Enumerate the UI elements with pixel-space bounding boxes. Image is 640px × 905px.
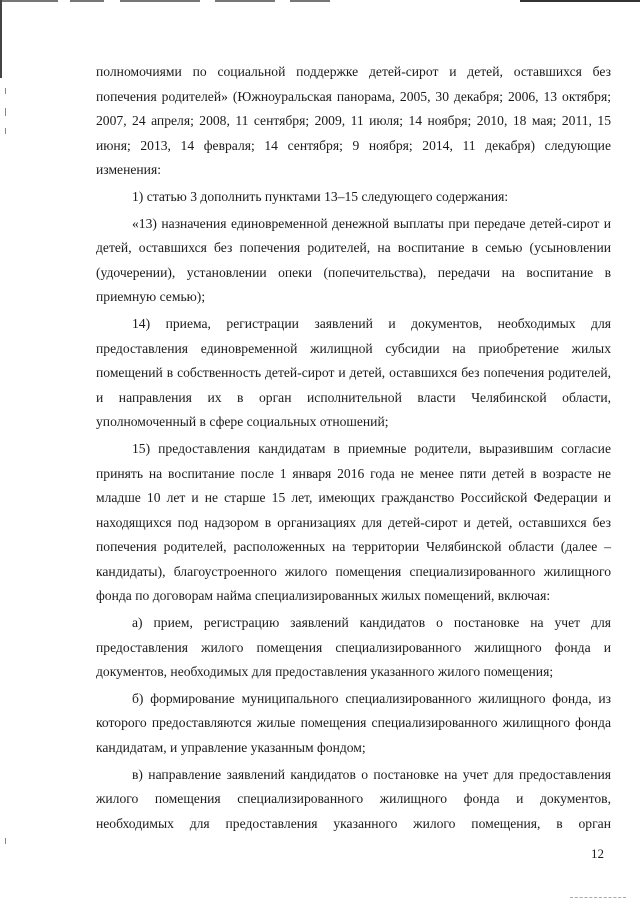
paragraph: 1) статью 3 дополнить пунктами 13–15 следующего содержания: [132,188,509,204]
scan-edge-mark [290,0,330,2]
scan-edge-mark [120,0,200,2]
paragraph: а) прием, регистрацию заявлений кандидатов о постановке на учет для предоставления жилого помещения специализированного жилищного фонда и документов, необходимых для предоставления указанного жилого помещения; [96,615,611,680]
scan-left-edge [0,0,2,78]
scan-edge-mark [215,0,275,2]
document-body [96,60,611,836]
paragraph: б) формирование муниципального специализированного жилищного фонда, из которого предоставляются жилые помещения специализированного жилищного фонда кандидатам, и управление указанным фондом; [96,690,611,756]
scan-edge-mark [520,0,640,2]
paragraph: 14) приема, регистрации заявлений и документов, необходимых для предоставления единовременной жилищной субсидии на приобретение жилых помещений в собственность детей-сирот и детей, оставшихся без попечения родителей, и направления их в орган исполнительной власти Челябинской области, уполномоченный в сфере социальных отношений; [96,315,611,430]
scan-top-edge [0,0,640,2]
scan-left-tick [5,128,6,134]
scan-left-tick [5,88,6,94]
paragraph: полномочиями по социальной поддержке детей-сирот и детей, оставшихся без попечения родителей» (Южноуральская панорама, 2005, 30 декабря; 2006, 13 октября; 2007, 24 апреля; 2008, 11 сентября; 2009, 11 июля; 14 ноября; 2010, 18 мая; 2011, 15 июня; 2013, 14 февраля; 14 сентября; 9 ноября; 2014, 11 декабря) следующие изменения: [96,64,611,178]
paragraph: в) направление заявлений кандидатов о постановке на учет для предоставления жилого помещения специализированного жилищного фонда и документов, необходимых для предоставления указанного жилого помещения, в орган [96,766,611,831]
scan-bottom-edge [570,897,626,899]
scan-left-tick [5,108,6,116]
paragraph: 15) предоставления кандидатам в приемные родители, выразившим согласие принять на воспитание после 1 января 2016 года не менее пяти детей в возрасте не младше 10 лет и не старше 15 лет, имеющих гражданство Российской Федерации и находящихся под надзором в организациях для детей-сирот и детей, оставшихся без попечения родителей, расположенных на территории Челябинской области (далее – кандидаты), благоустроенного жилого помещения специализированного жилищного фонда по договорам найма специализированных жилых помещений, включая: [96,440,611,604]
scan-edge-mark [70,0,104,2]
page-number: 12 [591,846,604,861]
scan-left-tick [5,838,6,844]
paragraph: «13) назначения единовременной денежной выплаты при передаче детей-сирот и детей, оставшихся без попечения родителей, на воспитание в семью (усыновлении (удочерении), установлении опеки (попечительства), передачи на воспитание в приемную семью); [96,215,611,305]
scan-edge-mark [0,0,58,2]
